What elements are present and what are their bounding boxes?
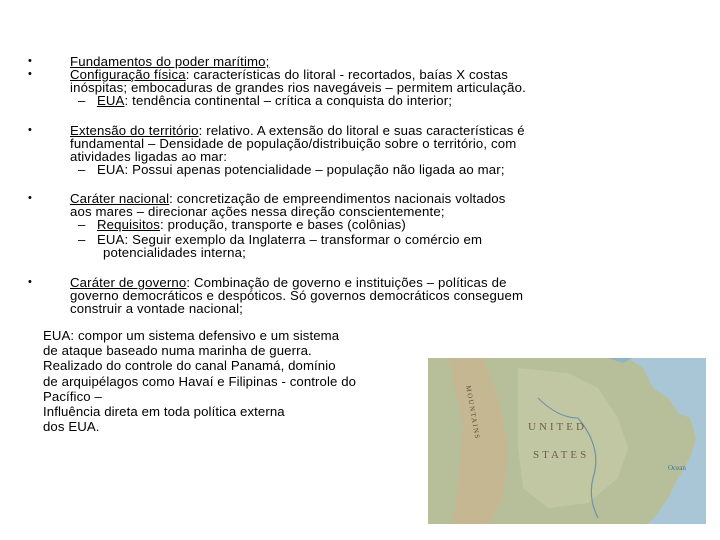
dash: – <box>78 217 86 232</box>
term: Caráter de governo <box>70 275 187 290</box>
map-label-mountains: MOUNTAINS <box>464 384 482 441</box>
dash: – <box>78 93 86 108</box>
sub-item-requisitos <box>78 218 578 231</box>
term: Extensão do território <box>70 123 199 138</box>
bullet-text-line3: construir a vontade nacional; <box>70 301 243 316</box>
bullet-text-line3: atividades ligadas ao mar: <box>70 149 228 164</box>
bullet-text-line2: aos mares – direcionar ações nessa direção conscientemente; <box>70 204 445 219</box>
map-label-united: UNITED <box>528 421 587 433</box>
text-rest: : concretização de empreendimentos nacionais voltados <box>169 191 506 206</box>
bullet-marker: • <box>28 124 33 136</box>
bullet-text-line2: fundamental – Densidade de população/distribuição sobre o território, com <box>70 136 517 151</box>
paragraph-line: Influência direta em toda política externa <box>43 404 285 420</box>
bullet-text-line2: governo democráticos e despóticos. Só governos democráticos conseguem <box>70 288 524 303</box>
bullet-marker: • <box>28 55 33 67</box>
sub-item-eua <box>78 94 578 107</box>
paragraph-line: Realizado do controle do canal Panamá, domínio <box>43 358 336 374</box>
term: Caráter nacional <box>70 191 170 206</box>
bullet-marker: • <box>28 276 33 288</box>
sub-item-line2: potencialidades interna; <box>103 245 246 260</box>
bullet-marker: • <box>28 192 33 204</box>
term: Requisitos <box>96 217 161 232</box>
bullet-text: Fundamentos do poder marítimo; <box>70 54 270 69</box>
sub-text: EUA: Seguir exemplo da Inglaterra – transformar o comércio em <box>96 232 483 247</box>
paragraph-line: Pacífico – <box>43 388 102 404</box>
term: Configuração física <box>70 67 186 82</box>
term: EUA <box>96 93 125 108</box>
sub-item-eua <box>78 163 578 176</box>
map-label-states: STATES <box>533 449 590 461</box>
paragraph-line: EUA: compor um sistema defensivo e um sistema <box>43 328 340 343</box>
paragraph-line: dos EUA. <box>43 419 100 435</box>
sub-text: EUA: Possui apenas potencialidade – população não ligada ao mar; <box>96 162 505 177</box>
dash: – <box>78 162 86 177</box>
eua-summary-paragraph <box>43 328 403 434</box>
bullet-marker: • <box>28 68 33 80</box>
text-rest: : relativo. A extensão do litoral e suas características é <box>198 123 525 138</box>
us-map-image <box>428 358 706 524</box>
map-label-ocean: Ocean <box>668 464 686 472</box>
text-rest: : tendência continental – crítica a conquista do interior; <box>124 93 453 108</box>
paragraph-line: de arquipélagos como Havaí e Filipinas - controle do <box>43 373 357 389</box>
text-rest: : produção, transporte e bases (colônias) <box>160 217 406 232</box>
bullet-text-line2: inóspitas; embocaduras de grandes rios navegáveis – permitem articulação. <box>70 80 526 95</box>
us-map-svg <box>428 358 706 524</box>
dash: – <box>78 232 86 247</box>
text-rest: : características do litoral - recortados, baías X costas <box>185 67 508 82</box>
paragraph-line: de ataque baseado numa marinha de guerra. <box>43 343 312 359</box>
text-rest: : Combinação de governo e instituições – políticas de <box>186 275 507 290</box>
